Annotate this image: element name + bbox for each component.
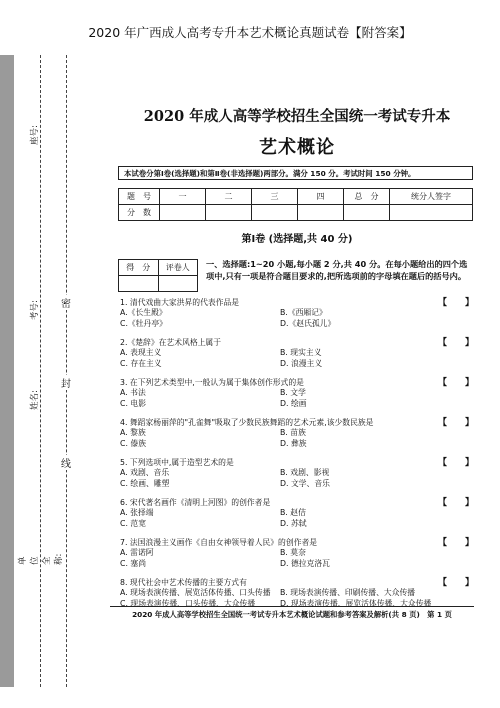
question-stem: 2.《楚辞》在艺术风格上属于 bbox=[120, 338, 222, 347]
option-b[interactable]: B. 文学 bbox=[280, 388, 306, 397]
grader-cell[interactable] bbox=[158, 276, 198, 292]
question-stem: 4. 舞蹈家杨丽萍的"孔雀舞"吸取了少数民族舞蹈的艺术元素,该少数民族是 bbox=[120, 418, 374, 427]
margin-strip bbox=[0, 55, 14, 687]
score-header: 四 bbox=[298, 189, 344, 205]
option-b[interactable]: B. 现实主义 bbox=[280, 348, 322, 357]
question-stem: 7. 法国浪漫主义画作《自由女神领导着人民》的创作者是 bbox=[120, 538, 318, 547]
option-d[interactable]: D. 苏轼 bbox=[280, 519, 307, 528]
option-c[interactable]: C. 绘画、雕塑 bbox=[120, 479, 170, 488]
answer-bracket[interactable]: 【 】 bbox=[437, 378, 474, 388]
answer-bracket[interactable]: 【 】 bbox=[437, 498, 474, 508]
option-a[interactable]: A. 张择端 bbox=[120, 508, 154, 517]
question-stem: 6. 宋代著名画作《清明上河图》的创作者是 bbox=[120, 498, 271, 507]
seal-word-xian: 线 bbox=[61, 455, 71, 470]
margin-label-name: 姓名: bbox=[30, 390, 40, 410]
option-c[interactable]: C. 电影 bbox=[120, 399, 146, 408]
question-stem: 8. 现代社会中艺术传播的主要方式有 bbox=[120, 578, 247, 587]
option-c[interactable]: C. 傣族 bbox=[120, 439, 146, 448]
score-cell[interactable] bbox=[252, 205, 298, 221]
score-header: 一 bbox=[160, 189, 206, 205]
answer-bracket[interactable]: 【 】 bbox=[437, 538, 474, 548]
question-item bbox=[120, 458, 476, 498]
score-cell[interactable] bbox=[206, 205, 252, 221]
option-d[interactable]: D. 现场表演传播、展览活体传播、大众传播 bbox=[280, 599, 432, 608]
answer-bracket[interactable]: 【 】 bbox=[437, 298, 474, 308]
option-c[interactable]: C. 现场表演传播、口头传播、大众传播 bbox=[120, 599, 256, 608]
option-b[interactable]: B. 赵佶 bbox=[280, 508, 306, 517]
margin-label-seat-no: 座号: bbox=[30, 125, 40, 145]
section-instruction: 一、选择题:1~20 小题,每小题 2 分,共 40 分。在每小题给出的四个选项中,只有一项是符合题目要求的,把所选项前的字母填在题后的括号内。 bbox=[206, 259, 468, 281]
question-item bbox=[120, 538, 476, 578]
score-cell[interactable] bbox=[298, 205, 344, 221]
grader-header-grader: 评卷人 bbox=[158, 260, 198, 276]
score-header: 二 bbox=[206, 189, 252, 205]
option-b[interactable]: B. 莫奈 bbox=[280, 548, 306, 557]
score-table bbox=[118, 188, 473, 221]
option-b[interactable]: B.《西厢记》 bbox=[280, 308, 327, 317]
score-header: 统分人签字 bbox=[390, 189, 473, 205]
option-a[interactable]: A.《长生殿》 bbox=[120, 308, 167, 317]
score-header: 三 bbox=[252, 189, 298, 205]
option-d[interactable]: D. 文学、音乐 bbox=[280, 479, 330, 488]
option-a[interactable]: A. 表现主义 bbox=[120, 348, 162, 357]
option-b[interactable]: B. 戏剧、影视 bbox=[280, 468, 330, 477]
answer-bracket[interactable]: 【 】 bbox=[437, 458, 474, 468]
page-footer: 2020 年成人高等学校招生全国统一考试专升本艺术概论试题和参考答案及解析(共 8 页) 第 1 页 bbox=[110, 606, 474, 620]
option-d[interactable]: D. 彝族 bbox=[280, 439, 307, 448]
exam-title: 2020 年成人高等学校招生全国统一考试专升本 bbox=[143, 108, 451, 125]
option-d[interactable]: D. 绘画 bbox=[280, 399, 307, 408]
option-c[interactable]: C. 存在主义 bbox=[120, 359, 162, 368]
answer-bracket[interactable]: 【 】 bbox=[437, 578, 474, 588]
question-item bbox=[120, 338, 476, 378]
option-d[interactable]: D.《赵氏孤儿》 bbox=[280, 319, 336, 328]
question-stem: 1. 清代戏曲大家洪昇的代表作品是 bbox=[120, 298, 240, 307]
seal-word-feng: 封 bbox=[61, 375, 71, 390]
option-d[interactable]: D. 德拉克洛瓦 bbox=[280, 559, 330, 568]
exam-sheet bbox=[104, 55, 490, 687]
question-item bbox=[120, 498, 476, 538]
question-stem: 3. 在下列艺术类型中,一般认为属于集体创作形式的是 bbox=[120, 378, 304, 387]
option-a[interactable]: A. 现场表演传播、展览活体传播、口头传播 bbox=[120, 588, 271, 597]
option-a[interactable]: A. 雷诺阿 bbox=[120, 548, 154, 557]
answer-bracket[interactable]: 【 】 bbox=[437, 418, 474, 428]
option-d[interactable]: D. 浪漫主义 bbox=[280, 359, 323, 368]
question-list bbox=[120, 298, 476, 618]
seal-line-inner bbox=[40, 55, 41, 687]
margin-label-unit: 单位全称: bbox=[18, 553, 64, 565]
score-cell[interactable] bbox=[390, 205, 473, 221]
grader-cell[interactable] bbox=[119, 276, 159, 292]
score-header: 总 分 bbox=[344, 189, 390, 205]
score-row-label: 分 数 bbox=[119, 205, 160, 221]
seal-word-mi: 密 bbox=[61, 295, 71, 310]
option-c[interactable]: C.《牡丹亭》 bbox=[120, 319, 167, 328]
grader-header-score: 得 分 bbox=[119, 260, 159, 276]
subject-title: 艺术概论 bbox=[259, 137, 335, 158]
option-c[interactable]: C. 塞尚 bbox=[120, 559, 146, 568]
answer-bracket[interactable]: 【 】 bbox=[437, 338, 474, 348]
exam-instructions: 本试卷分第Ⅰ卷(选择题)和第Ⅱ卷(非选择题)两部分。满分 150 分。考试时间 150 分钟。 bbox=[118, 166, 473, 180]
document-heading: 2020 年广西成人高考专升本艺术概论真题试卷【附答案】 bbox=[88, 25, 412, 40]
option-b[interactable]: B. 苗族 bbox=[280, 428, 306, 437]
score-header: 题 号 bbox=[119, 189, 160, 205]
option-b[interactable]: B. 现场表演传播、印刷传播、大众传播 bbox=[280, 588, 416, 597]
question-item bbox=[120, 378, 476, 418]
margin-label-exam-no: 考号: bbox=[30, 300, 40, 320]
score-cell[interactable] bbox=[344, 205, 390, 221]
question-item bbox=[120, 418, 476, 458]
question-stem: 5. 下列选项中,属于造型艺术的是 bbox=[120, 458, 234, 467]
score-cell[interactable] bbox=[160, 205, 206, 221]
volume-title: 第Ⅰ卷 (选择题,共 40 分) bbox=[241, 234, 353, 245]
option-c[interactable]: C. 范宽 bbox=[120, 519, 146, 528]
grader-table bbox=[118, 259, 198, 292]
option-a[interactable]: A. 戏剧、音乐 bbox=[120, 468, 170, 477]
seal-line-outer bbox=[66, 55, 67, 687]
option-a[interactable]: A. 书法 bbox=[120, 388, 146, 397]
option-a[interactable]: A. 黎族 bbox=[120, 428, 146, 437]
binding-margin bbox=[0, 55, 96, 687]
question-item bbox=[120, 298, 476, 338]
